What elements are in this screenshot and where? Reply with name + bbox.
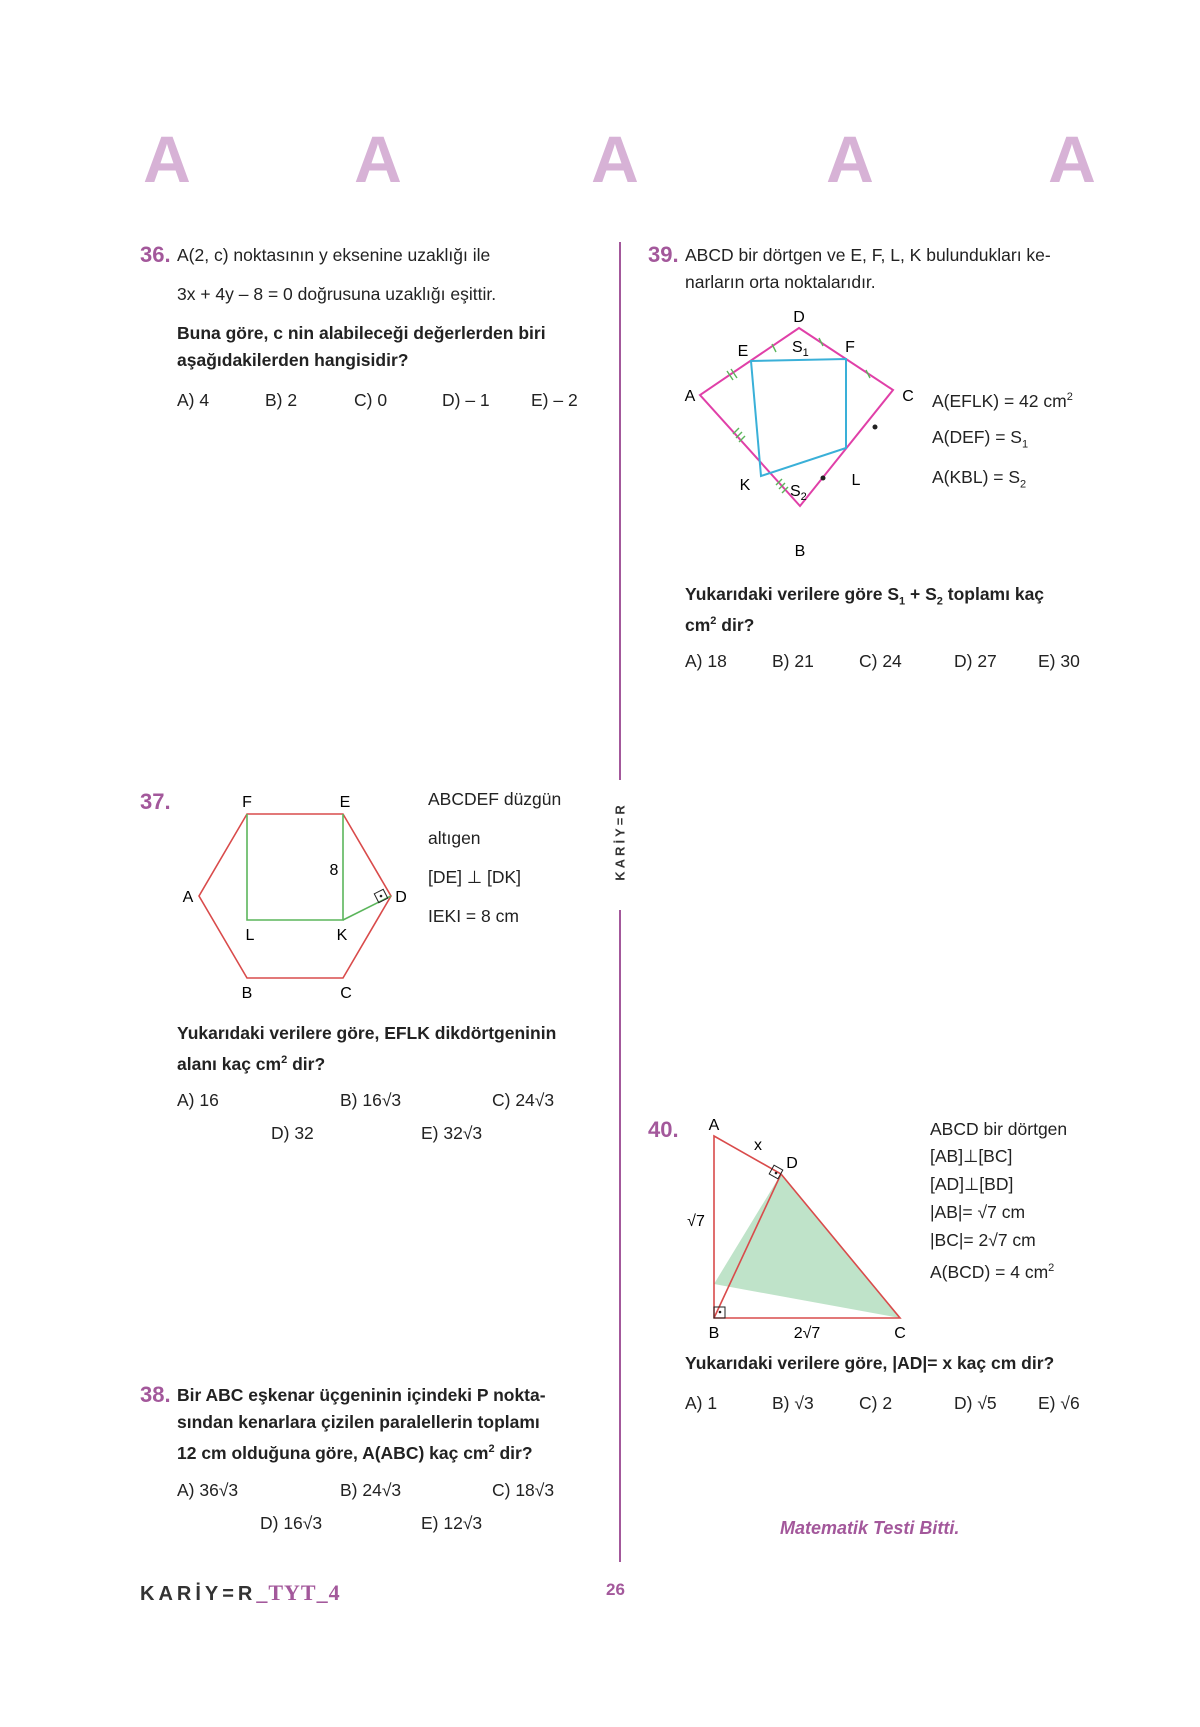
given-info: [AD]⊥[BD] <box>930 1174 1014 1194</box>
given-info: IEKI = 8 cm <box>428 906 519 926</box>
given-info: ABCD bir dörtgen <box>930 1119 1068 1139</box>
option-b[interactable]: B) 21 <box>772 651 814 671</box>
label-d: D <box>793 309 805 326</box>
question-prompt: aşağıdakilerden hangisidir? <box>177 350 409 370</box>
option-b[interactable]: B) 24√3 <box>340 1480 402 1500</box>
midpoint-dot <box>821 476 826 481</box>
label-d: D <box>786 1155 798 1172</box>
option-e[interactable]: E) 30 <box>1038 651 1080 671</box>
svg-text:A: A <box>826 128 874 188</box>
label-l: L <box>245 927 255 944</box>
hexagon-outline <box>199 814 391 978</box>
svg-text:A: A <box>354 128 402 188</box>
option-d[interactable]: D) 32 <box>271 1123 314 1143</box>
question-number: 39. <box>648 242 679 267</box>
watermark-letter <box>585 128 645 188</box>
label-f: F <box>242 794 252 811</box>
question-number: 40. <box>648 1117 679 1142</box>
question-prompt: $cm^2$ dir? <box>685 614 755 635</box>
question-prompt: alanı kaç $cm^2$ dir? <box>177 1053 326 1074</box>
option-e[interactable]: E) 12√3 <box>421 1513 483 1533</box>
option-a[interactable]: A) 16 <box>177 1090 219 1110</box>
question-number: 36. <box>140 242 171 267</box>
question-text: A(2, c) noktasının y eksenine uzaklığı ile <box>177 245 491 265</box>
right-angle-dot <box>380 895 383 898</box>
label-b: B <box>241 985 253 1002</box>
question-number: 38. <box>140 1382 171 1407</box>
question-number: 37. <box>140 789 171 814</box>
given-info: A(EFLK) = 42 $cm^2$ <box>932 390 1073 411</box>
page-number: 26 <box>606 1580 625 1599</box>
given-info: |BC|= 2√7 cm <box>930 1230 1036 1250</box>
option-b[interactable]: B) 16√3 <box>340 1090 402 1110</box>
label-k: K <box>336 927 348 944</box>
option-a[interactable]: A) 4 <box>177 390 210 410</box>
watermark-letter <box>348 128 408 188</box>
hexagon-figure <box>180 785 420 1005</box>
option-d[interactable]: D) √5 <box>954 1393 997 1413</box>
watermark-letter <box>137 128 197 188</box>
triangle-figure <box>680 1112 920 1342</box>
quadrilateral-eflk <box>751 359 846 476</box>
label-f: F <box>845 339 855 356</box>
given-info: [DE] ⊥ [DK] <box>428 867 522 887</box>
series-label: _TYT_4 <box>256 1580 341 1605</box>
option-a[interactable]: A) 36√3 <box>177 1480 239 1500</box>
option-a[interactable]: A) 18 <box>685 651 727 671</box>
label-ab-length: √7 <box>687 1213 705 1230</box>
quadrilateral-figure <box>680 300 930 570</box>
right-angle-dot <box>719 1311 722 1314</box>
given-info: [AB]⊥[BC] <box>930 1146 1013 1166</box>
option-e[interactable]: E) – 2 <box>531 390 578 410</box>
midpoint-dot <box>873 425 878 430</box>
given-info: ABCDEF düzgün <box>428 789 562 809</box>
label-c: C <box>902 388 914 405</box>
option-d[interactable]: D) 16√3 <box>260 1513 323 1533</box>
label-c: C <box>340 985 352 1002</box>
question-prompt: Buna göre, c nin alabileceği değerlerden biri <box>177 323 546 343</box>
given-info: A(BCD) = 4 $cm^2$ <box>930 1261 1055 1282</box>
label-x: x <box>754 1137 762 1154</box>
question-text: Bir ABC eşkenar üçgeninin içindeki P nokta- <box>177 1385 546 1405</box>
label-a: A <box>182 889 194 906</box>
question-text: 12 cm olduğuna göre, A(ABC) kaç $cm^2$ dir? <box>177 1442 533 1463</box>
label-b: B <box>794 543 806 560</box>
label-a: A <box>708 1117 720 1134</box>
option-a[interactable]: A) 1 <box>685 1393 718 1413</box>
label-c: C <box>894 1325 906 1342</box>
question-prompt: Yukarıdaki verilere göre, EFLK dikdörtgeninin <box>177 1023 557 1043</box>
option-c[interactable]: C) 0 <box>354 390 388 410</box>
label-e: E <box>737 343 749 360</box>
question-text: sından kenarlara çizilen paralellerin toplamı <box>177 1412 540 1432</box>
test-finished-note: Matematik Testi Bitti. <box>780 1518 960 1538</box>
right-angle-dot <box>775 1172 778 1175</box>
option-c[interactable]: C) 24√3 <box>492 1090 555 1110</box>
label-d: D <box>395 889 407 906</box>
label-bc-length: 2√7 <box>793 1325 821 1342</box>
option-b[interactable]: B) √3 <box>772 1393 814 1413</box>
watermark-letter <box>820 128 880 188</box>
option-b[interactable]: B) 2 <box>265 390 298 410</box>
watermark-letter <box>1042 128 1102 188</box>
option-c[interactable]: C) 24 <box>859 651 902 671</box>
footer-brand <box>140 1580 341 1606</box>
given-info: $A(DEF) = S_1$ <box>932 427 1029 451</box>
label-a: A <box>684 388 696 405</box>
option-d[interactable]: D) 27 <box>954 651 997 671</box>
question-text: 3x + 4y – 8 = 0 doğrusuna uzaklığı eşittir. <box>177 284 497 304</box>
label-s2: $S_2$ <box>790 483 807 503</box>
option-e[interactable]: E) √6 <box>1038 1393 1080 1413</box>
question-prompt: Yukarıdaki verilere göre, |AD|= x kaç cm dir? <box>685 1353 1055 1373</box>
option-c[interactable]: C) 2 <box>859 1393 893 1413</box>
question-prompt: Yukarıdaki verilere göre $S_1 + S_2$ toplamı kaç <box>685 584 1045 608</box>
option-c[interactable]: C) 18√3 <box>492 1480 555 1500</box>
option-d[interactable]: D) – 1 <box>442 390 490 410</box>
label-e: E <box>339 794 351 811</box>
brand-logo: KARİY=R <box>140 1583 257 1605</box>
label-l: L <box>851 472 861 489</box>
question-text: ABCD bir dörtgen ve E, F, L, K bulundukları ke- <box>685 245 1051 265</box>
label-s1: $S_1$ <box>792 339 809 359</box>
label-side-length: 8 <box>329 862 339 879</box>
triangle-bcd-fill <box>714 1174 900 1318</box>
svg-text:A: A <box>1048 128 1096 188</box>
given-info: |AB|= √7 cm <box>930 1202 1026 1222</box>
label-k: K <box>739 477 751 494</box>
given-info: $A(KBL) = S_2$ <box>932 467 1027 491</box>
label-b: B <box>708 1325 720 1342</box>
option-e[interactable]: E) 32√3 <box>421 1123 483 1143</box>
svg-text:A: A <box>143 128 191 188</box>
side-brand: KARİY=R <box>602 780 638 910</box>
given-info: altıgen <box>428 828 481 848</box>
question-text: narların orta noktalarıdır. <box>685 272 876 292</box>
svg-text:A: A <box>591 128 639 188</box>
